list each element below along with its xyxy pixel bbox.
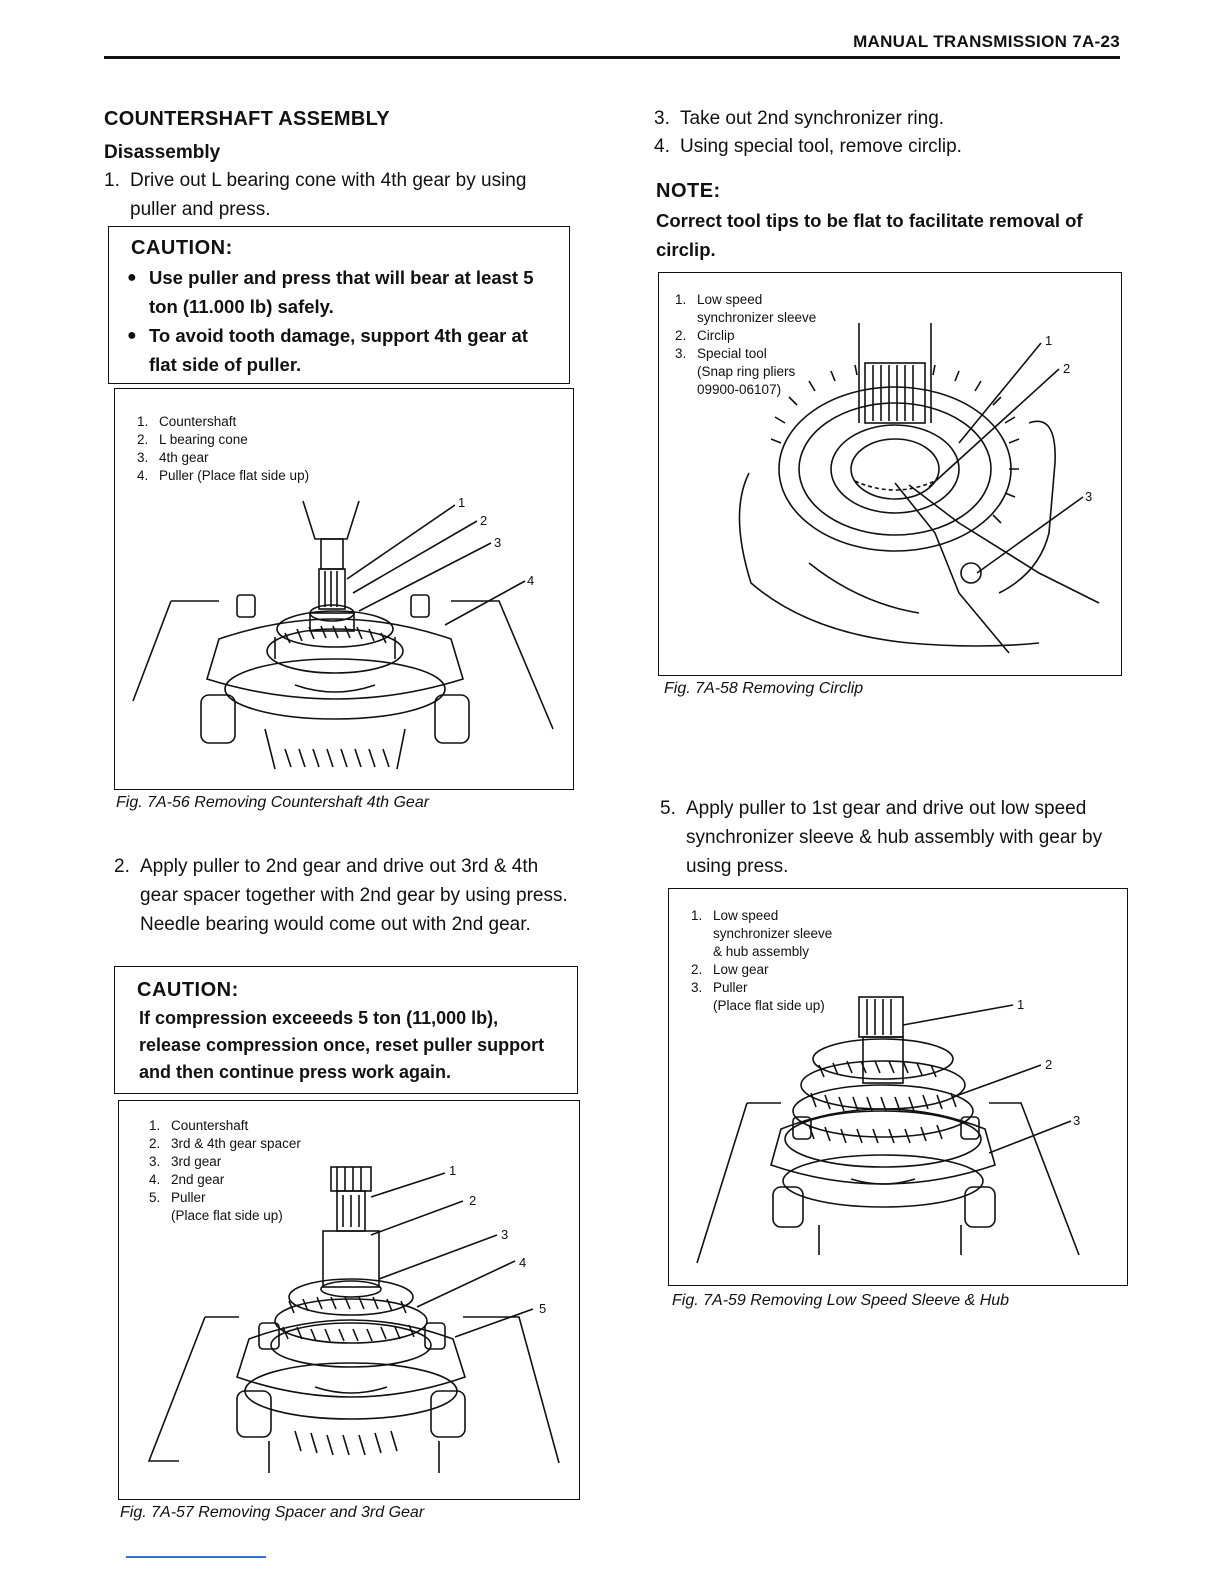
callout-2: 2	[480, 513, 488, 528]
step-4-text: Using special tool, remove circlip.	[680, 136, 962, 157]
bullet-dot-icon: ●	[127, 269, 137, 286]
step-1	[104, 166, 572, 224]
callout-4: 4	[527, 573, 535, 588]
callout-2: 2	[469, 1193, 477, 1208]
figure-7a-58-caption: Fig. 7A-58 Removing Circlip	[664, 680, 864, 697]
section-title: COUNTERSHAFT ASSEMBLY	[104, 108, 390, 130]
step-5-number: 5.	[660, 798, 676, 819]
step-5	[660, 794, 1126, 881]
callout-3: 3	[1073, 1113, 1081, 1128]
puller-illustration	[669, 889, 1127, 1285]
step-5-text: Apply puller to 1st gear and drive out low speed synchronizer sleeve & hub assembly with gear by using press.	[686, 798, 1103, 877]
figure-7a-58	[658, 272, 1122, 676]
callout-1: 1	[1017, 997, 1025, 1012]
figure-7a-57	[118, 1100, 580, 1500]
bullet-dot-icon: ●	[127, 327, 137, 344]
figure-7a-57-caption: Fig. 7A-57 Removing Spacer and 3rd Gear	[120, 1504, 425, 1521]
caution-2-title: CAUTION:	[137, 979, 239, 1001]
section-subtitle: Disassembly	[104, 142, 221, 163]
callout-1: 1	[458, 495, 466, 510]
figure-7a-59	[668, 888, 1128, 1286]
figure-legend: 1. Low speed synchronizer sleeve & hub assembly 2. Low gear 3. Puller (Place flat side up)	[691, 908, 833, 1013]
step-2-text: Apply puller to 2nd gear and drive out 3rd & 4th gear spacer together with 2nd gear by using press. Needle bearing would come out with 2nd gear.	[140, 856, 568, 935]
step-4	[654, 132, 1124, 161]
puller-illustration	[119, 1101, 579, 1499]
callout-4: 4	[519, 1255, 527, 1270]
circlip-illustration	[659, 273, 1121, 675]
step-2-number: 2.	[114, 856, 130, 877]
page-header: MANUAL TRANSMISSION 7A-23	[853, 32, 1120, 51]
step-1-text: Drive out L bearing cone with 4th gear by using puller and press.	[130, 170, 527, 220]
figure-legend: 1. Countershaft 2. 3rd & 4th gear spacer 3. 3rd gear 4. 2nd gear 5. Puller (Place flat side up)	[149, 1118, 301, 1223]
step-3	[654, 104, 1124, 133]
callout-3: 3	[1085, 489, 1093, 504]
caution-1-bullet-text: To avoid tooth damage, support 4th gear at flat side of puller.	[149, 325, 528, 375]
figure-7a-59-caption: Fig. 7A-59 Removing Low Speed Sleeve & Hub	[672, 1292, 1010, 1309]
bottom-link-underline	[126, 1556, 266, 1558]
step-2	[114, 852, 578, 939]
figure-7a-56-caption: Fig. 7A-56 Removing Countershaft 4th Gear	[116, 794, 430, 811]
figure-legend: 1. Low speed synchronizer sleeve 2. Circlip 3. Special tool (Snap ring pliers 09900-06107)	[675, 292, 817, 397]
note-title: NOTE:	[656, 180, 721, 202]
caution-box-2	[114, 966, 578, 1094]
callout-1: 1	[1045, 333, 1053, 348]
step-3-number: 3.	[654, 108, 670, 129]
figure-legend: 1. Countershaft 2. L bearing cone 3. 4th gear 4. Puller (Place flat side up)	[137, 414, 310, 483]
callout-2: 2	[1045, 1057, 1053, 1072]
callout-2: 2	[1063, 361, 1071, 376]
step-4-number: 4.	[654, 136, 670, 157]
callout-5: 5	[539, 1301, 547, 1316]
caution-1-title: CAUTION:	[131, 237, 233, 259]
callout-3: 3	[501, 1227, 509, 1242]
figure-7a-56	[114, 388, 574, 790]
header-rule	[104, 56, 1120, 59]
callout-3: 3	[494, 535, 502, 550]
callout-1: 1	[449, 1163, 457, 1178]
step-1-number: 1.	[104, 170, 120, 191]
note-text: Correct tool tips to be flat to facilitate removal of circlip.	[656, 210, 1083, 260]
caution-1-bullet	[127, 263, 557, 321]
puller-illustration	[115, 389, 573, 789]
caution-2-text: If compression exceeeds 5 ton (11,000 lb), release compression once, reset puller support and then continue press work again.	[139, 1008, 545, 1082]
caution-1-bullet	[127, 321, 557, 379]
caution-box-1	[108, 226, 570, 384]
step-3-text: Take out 2nd synchronizer ring.	[680, 108, 945, 129]
caution-1-bullet-text: Use puller and press that will bear at least 5 ton (11.000 lb) safely.	[149, 267, 534, 317]
